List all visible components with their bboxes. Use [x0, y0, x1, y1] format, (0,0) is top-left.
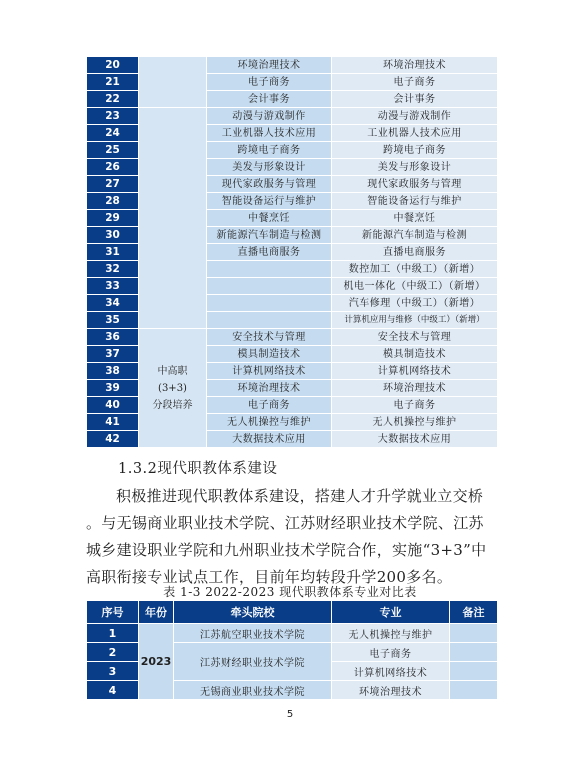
table-header-row: [87, 601, 498, 624]
major-cell: 电子商务: [332, 643, 450, 662]
group-label-line: (3+3): [158, 382, 187, 394]
section-heading: 1.3.2现代职教体系建设: [118, 461, 278, 477]
table-row: [87, 624, 498, 643]
major-2023: 计算机应用与维修（中级工）（新增）: [332, 312, 498, 329]
paragraph-line: 高职衔接专业试点工作，目前年均转段升学200多名。: [86, 568, 453, 586]
group-cell-3plus3: [139, 329, 207, 448]
section-paragraph: [86, 483, 498, 591]
note-cell: [450, 624, 498, 643]
major-2023: 安全技术与管理: [332, 329, 498, 346]
major-2022: 大数据技术应用: [207, 431, 332, 448]
major-cell: 无人机操控与维护: [332, 624, 450, 643]
major-2023: 电子商务: [332, 74, 498, 91]
header-number: 序号: [87, 601, 139, 624]
major-2022: 无人机操控与维护: [207, 414, 332, 431]
major-2023: 直播电商服务: [332, 244, 498, 261]
header-school: 牵头院校: [174, 601, 332, 624]
row-number: 21: [87, 74, 139, 91]
major-2022: 电子商务: [207, 397, 332, 414]
major-2022: 智能设备运行与维护: [207, 193, 332, 210]
year-cell: 2023: [139, 624, 174, 700]
major-2023: 机电一体化（中级工）（新增）: [332, 278, 498, 295]
major-2023: 中餐烹饪: [332, 210, 498, 227]
major-2022: 动漫与游戏制作: [207, 108, 332, 125]
row-number: 41: [87, 414, 139, 431]
row-number: 25: [87, 142, 139, 159]
major-2022: 环境治理技术: [207, 380, 332, 397]
major-2022: 直播电商服务: [207, 244, 332, 261]
row-number: 32: [87, 261, 139, 278]
major-2022: [207, 278, 332, 295]
row-number: 40: [87, 397, 139, 414]
major-2023: 动漫与游戏制作: [332, 108, 498, 125]
major-2022: 电子商务: [207, 74, 332, 91]
major-2022: [207, 312, 332, 329]
major-2023: 数控加工（中级工）（新增）: [332, 261, 498, 278]
row-number: 4: [87, 681, 139, 700]
school-cell: 无锡商业职业技术学院: [174, 681, 332, 700]
table-caption: 表 1-3 2022-2023 现代职教体系专业对比表: [163, 585, 417, 599]
major-2023: 智能设备运行与维护: [332, 193, 498, 210]
school-cell: 江苏财经职业技术学院: [174, 643, 332, 681]
paragraph-line: 。与无锡商业职业技术学院、江苏财经职业技术学院、江苏: [86, 514, 484, 532]
major-2022: 会计事务: [207, 91, 332, 108]
row-number: 3: [87, 662, 139, 681]
major-2022: 跨境电子商务: [207, 142, 332, 159]
header-major: 专业: [332, 601, 450, 624]
major-2023: 计算机网络技术: [332, 363, 498, 380]
row-number: 26: [87, 159, 139, 176]
note-cell: [450, 681, 498, 700]
major-2023: 电子商务: [332, 397, 498, 414]
group-label-line: 分段培养: [152, 399, 193, 411]
row-number: 35: [87, 312, 139, 329]
group-label-line: 中高职: [157, 365, 188, 377]
row-number: 33: [87, 278, 139, 295]
major-2023: 新能源汽车制造与检测: [332, 227, 498, 244]
major-2022: 中餐烹饪: [207, 210, 332, 227]
major-cell: 计算机网络技术: [332, 662, 450, 681]
major-2023: 环境治理技术: [332, 380, 498, 397]
row-number: 29: [87, 210, 139, 227]
row-number: 20: [87, 57, 139, 74]
row-number: 42: [87, 431, 139, 448]
header-note: 备注: [450, 601, 498, 624]
major-2023: 汽车修理（中级工）（新增）: [332, 295, 498, 312]
major-cell: 环境治理技术: [332, 681, 450, 700]
major-2023: 美发与形象设计: [332, 159, 498, 176]
header-year: 年份: [139, 601, 174, 624]
major-2022: 工业机器人技术应用: [207, 125, 332, 142]
row-number: 31: [87, 244, 139, 261]
comparison-table: [86, 600, 498, 700]
major-2022: 安全技术与管理: [207, 329, 332, 346]
row-number: 34: [87, 295, 139, 312]
major-2022: 现代家政服务与管理: [207, 176, 332, 193]
major-2022: [207, 295, 332, 312]
row-number: 38: [87, 363, 139, 380]
paragraph-line: 城乡建设职业学院和九州职业技术学院合作，实施“3+3”中: [86, 541, 487, 559]
major-2023: 现代家政服务与管理: [332, 176, 498, 193]
major-2022: 环境治理技术: [207, 57, 332, 74]
major-2022: 模具制造技术: [207, 346, 332, 363]
row-number: 24: [87, 125, 139, 142]
specialty-table: [86, 56, 498, 448]
table-row: [87, 57, 498, 74]
major-2022: 新能源汽车制造与检测: [207, 227, 332, 244]
major-2023: 大数据技术应用: [332, 431, 498, 448]
row-number: 22: [87, 91, 139, 108]
major-2023: 跨境电子商务: [332, 142, 498, 159]
row-number: 1: [87, 624, 139, 643]
school-cell: 江苏航空职业技术学院: [174, 624, 332, 643]
row-number: 37: [87, 346, 139, 363]
major-2023: 工业机器人技术应用: [332, 125, 498, 142]
row-number: 23: [87, 108, 139, 125]
row-number: 39: [87, 380, 139, 397]
table-row: [87, 108, 498, 125]
major-2022: 美发与形象设计: [207, 159, 332, 176]
major-2023: 会计事务: [332, 91, 498, 108]
major-2023: 环境治理技术: [332, 57, 498, 74]
major-2022: 计算机网络技术: [207, 363, 332, 380]
row-number: 28: [87, 193, 139, 210]
page-number: 5: [286, 709, 294, 720]
group-cell: [139, 108, 207, 329]
paragraph-line: 积极推进现代职教体系建设，搭建人才升学就业立交桥: [116, 487, 484, 505]
group-cell: [139, 57, 207, 108]
major-2023: 无人机操控与维护: [332, 414, 498, 431]
note-cell: [450, 643, 498, 662]
note-cell: [450, 662, 498, 681]
row-number: 30: [87, 227, 139, 244]
row-number: 36: [87, 329, 139, 346]
row-number: 27: [87, 176, 139, 193]
row-number: 2: [87, 643, 139, 662]
table-row: [87, 329, 498, 346]
major-2023: 模具制造技术: [332, 346, 498, 363]
major-2022: [207, 261, 332, 278]
